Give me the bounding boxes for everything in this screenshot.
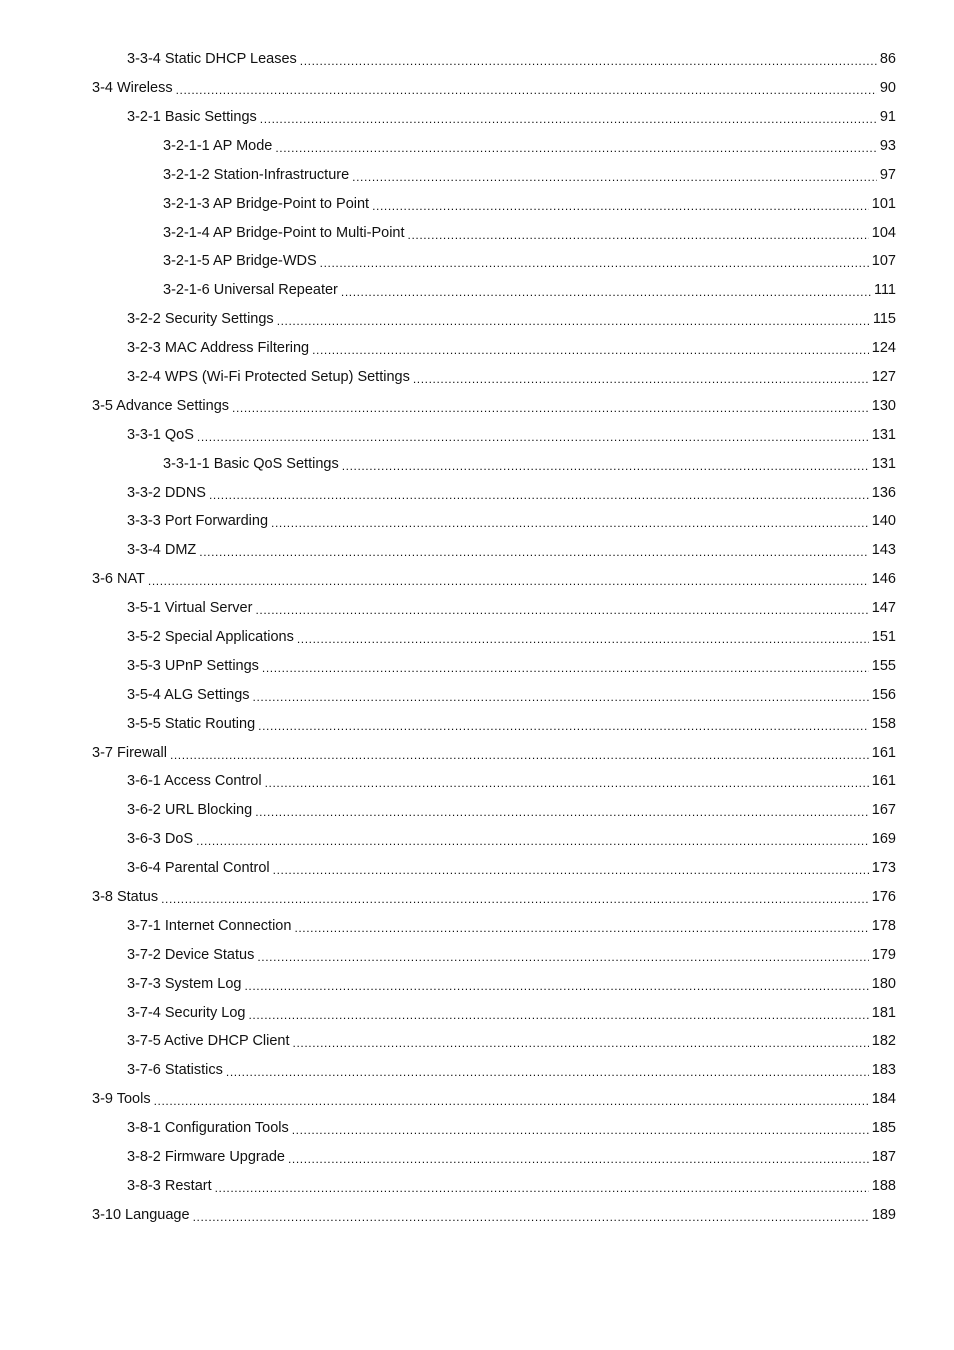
dot-leader bbox=[292, 1123, 869, 1138]
dot-leader bbox=[342, 459, 869, 474]
toc-entry-title: 3-7-3 System Log bbox=[127, 975, 242, 992]
dot-leader bbox=[170, 748, 869, 763]
dot-leader bbox=[297, 632, 869, 647]
dot-leader bbox=[277, 314, 870, 329]
toc-entry[interactable] bbox=[0, 652, 954, 681]
toc-entry-page-number: 167 bbox=[871, 802, 896, 819]
toc-entry-page-number: 130 bbox=[871, 397, 896, 414]
dot-leader bbox=[257, 950, 868, 965]
toc-entry[interactable] bbox=[0, 565, 954, 594]
toc-entry[interactable] bbox=[0, 998, 954, 1027]
toc-entry[interactable] bbox=[0, 1201, 954, 1230]
toc-entry-page-number: 101 bbox=[871, 195, 896, 212]
toc-entry-title: 3-2-1-2 Station-Infrastructure bbox=[163, 166, 350, 183]
toc-entry-title: 3-2-1-1 AP Mode bbox=[163, 137, 273, 154]
toc-entry-page-number: 86 bbox=[879, 51, 896, 68]
dot-leader bbox=[148, 574, 869, 589]
toc-entry-title: 3-6-3 DoS bbox=[127, 831, 194, 848]
toc-entry[interactable] bbox=[0, 1114, 954, 1143]
toc-entry[interactable] bbox=[0, 1172, 954, 1201]
toc-entry-page-number: 155 bbox=[871, 657, 896, 674]
toc-entry-page-number: 111 bbox=[873, 282, 896, 299]
toc-entry-page-number: 143 bbox=[871, 542, 896, 559]
toc-entry-title: 3-2-4 WPS (Wi-Fi Protected Setup) Settings bbox=[127, 368, 410, 385]
toc-entry-title: 3-2-3 MAC Address Filtering bbox=[127, 340, 310, 357]
toc-entry[interactable] bbox=[0, 334, 954, 363]
toc-entry-title: 3-3-4 DMZ bbox=[127, 542, 197, 559]
toc-entry-title: 3-3-2 DDNS bbox=[127, 484, 206, 501]
toc-entry-title: 3-2-1-3 AP Bridge-Point to Point bbox=[163, 195, 370, 212]
toc-entry[interactable] bbox=[0, 796, 954, 825]
toc-entry[interactable] bbox=[0, 218, 954, 247]
dot-leader bbox=[258, 719, 869, 734]
dot-leader bbox=[413, 372, 869, 387]
toc-entry-page-number: 97 bbox=[879, 166, 896, 183]
toc-entry[interactable] bbox=[0, 132, 954, 161]
toc-entry[interactable] bbox=[0, 825, 954, 854]
dot-leader bbox=[161, 892, 869, 907]
toc-entry-title: 3-5-4 ALG Settings bbox=[127, 686, 250, 703]
dot-leader bbox=[215, 1181, 869, 1196]
toc-entry-page-number: 107 bbox=[871, 253, 896, 270]
toc-entry[interactable] bbox=[0, 507, 954, 536]
toc-entry[interactable] bbox=[0, 1056, 954, 1085]
dot-leader bbox=[248, 1008, 868, 1023]
toc-entry-title: 3-4 Wireless bbox=[92, 80, 173, 97]
toc-entry-title: 3-2-1-4 AP Bridge-Point to Multi-Point bbox=[163, 224, 405, 241]
toc-entry-page-number: 176 bbox=[871, 889, 896, 906]
toc-entry-page-number: 124 bbox=[871, 340, 896, 357]
toc-entry[interactable] bbox=[0, 1085, 954, 1114]
toc-entry-page-number: 187 bbox=[871, 1149, 896, 1166]
toc-entry[interactable] bbox=[0, 1143, 954, 1172]
toc-entry-page-number: 158 bbox=[871, 715, 896, 732]
dot-leader bbox=[226, 1065, 869, 1080]
toc-entry[interactable] bbox=[0, 738, 954, 767]
dot-leader bbox=[320, 256, 869, 271]
toc-entry-title: 3-7 Firewall bbox=[92, 744, 167, 761]
dot-leader bbox=[300, 54, 877, 69]
dot-leader bbox=[196, 834, 869, 849]
dot-leader bbox=[275, 141, 877, 156]
toc-entry-title: 3-3-1-1 Basic QoS Settings bbox=[163, 455, 339, 472]
dot-leader bbox=[408, 228, 869, 243]
toc-entry[interactable] bbox=[0, 45, 954, 74]
dot-leader bbox=[341, 285, 871, 300]
toc-entry-title: 3-8-2 Firmware Upgrade bbox=[127, 1149, 285, 1166]
toc-entry-page-number: 182 bbox=[871, 1033, 896, 1050]
toc-entry[interactable] bbox=[0, 392, 954, 421]
toc-entry[interactable] bbox=[0, 1027, 954, 1056]
toc-entry-title: 3-7-5 Active DHCP Client bbox=[127, 1033, 290, 1050]
dot-leader bbox=[209, 488, 869, 503]
toc-entry-title: 3-10 Language bbox=[92, 1206, 190, 1223]
toc-entry-title: 3-2-1 Basic Settings bbox=[127, 108, 257, 125]
toc-entry[interactable] bbox=[0, 883, 954, 912]
toc-entry-title: 3-8-3 Restart bbox=[127, 1177, 212, 1194]
toc-entry-title: 3-2-1-6 Universal Repeater bbox=[163, 282, 338, 299]
toc-entry-page-number: 151 bbox=[871, 629, 896, 645]
toc-entry-title: 3-8 Status bbox=[92, 889, 159, 906]
dot-leader bbox=[352, 170, 877, 185]
toc-entry-title: 3-5-1 Virtual Server bbox=[127, 600, 253, 617]
dot-leader bbox=[193, 1210, 869, 1225]
toc-entry-title: 3-2-2 Security Settings bbox=[127, 311, 274, 328]
toc-entry-title: 3-6-4 Parental Control bbox=[127, 860, 270, 877]
toc-entry[interactable] bbox=[0, 247, 954, 276]
dot-leader bbox=[293, 1036, 869, 1051]
toc-entry-page-number: 179 bbox=[871, 946, 896, 963]
toc-entry[interactable] bbox=[0, 854, 954, 883]
toc-entry-page-number: 169 bbox=[871, 831, 896, 848]
toc-entry[interactable] bbox=[0, 594, 954, 623]
toc-entry-page-number: 104 bbox=[871, 224, 896, 241]
dot-leader bbox=[262, 661, 869, 676]
toc-entry-page-number: 189 bbox=[871, 1206, 896, 1223]
toc-entry[interactable] bbox=[0, 623, 954, 652]
toc-entry-page-number: 161 bbox=[871, 744, 896, 761]
toc-entry-title: 3-3-4 Static DHCP Leases bbox=[127, 51, 297, 68]
toc-entry[interactable] bbox=[0, 161, 954, 190]
toc-entry-page-number: 180 bbox=[871, 975, 896, 992]
toc-entry[interactable] bbox=[0, 912, 954, 941]
toc-entry-page-number: 115 bbox=[872, 311, 896, 328]
toc-entry[interactable] bbox=[0, 189, 954, 218]
dot-leader bbox=[294, 921, 868, 936]
toc-entry-page-number: 184 bbox=[871, 1091, 896, 1108]
dot-leader bbox=[271, 516, 869, 531]
toc-entry-title: 3-6-1 Access Control bbox=[127, 773, 262, 790]
toc-entry-page-number: 173 bbox=[871, 860, 896, 877]
dot-leader bbox=[288, 1152, 869, 1167]
toc-entry-page-number: 183 bbox=[871, 1062, 896, 1079]
toc-entry[interactable] bbox=[0, 681, 954, 710]
toc-entry[interactable] bbox=[0, 276, 954, 305]
toc-entry-title: 3-7-2 Device Status bbox=[127, 946, 255, 963]
toc-entry[interactable] bbox=[0, 74, 954, 103]
toc-entry[interactable] bbox=[0, 103, 954, 132]
toc-entry-page-number: 140 bbox=[871, 513, 896, 530]
table-of-contents bbox=[0, 45, 954, 1230]
dot-leader bbox=[255, 603, 868, 618]
toc-entry[interactable] bbox=[0, 970, 954, 999]
toc-entry-title: 3-2-1-5 AP Bridge-WDS bbox=[163, 253, 317, 270]
dot-leader bbox=[232, 401, 869, 416]
toc-entry-page-number: 178 bbox=[871, 917, 896, 934]
toc-entry-page-number: 93 bbox=[879, 137, 896, 154]
toc-entry-page-number: 161 bbox=[871, 773, 896, 790]
dot-leader bbox=[265, 776, 869, 791]
toc-entry[interactable] bbox=[0, 767, 954, 796]
toc-entry-title: 3-3-1 QoS bbox=[127, 426, 194, 443]
toc-entry-page-number: 127 bbox=[871, 368, 896, 385]
toc-entry[interactable] bbox=[0, 449, 954, 478]
toc-entry-page-number: 136 bbox=[871, 484, 896, 501]
toc-entry-page-number: 147 bbox=[871, 600, 896, 617]
toc-entry-page-number: 185 bbox=[871, 1120, 896, 1137]
toc-entry-page-number: 90 bbox=[879, 80, 896, 97]
toc-entry-page-number: 91 bbox=[879, 108, 896, 125]
toc-entry-page-number: 131 bbox=[871, 426, 896, 443]
toc-entry[interactable] bbox=[0, 305, 954, 334]
toc-entry-page-number: 156 bbox=[871, 686, 896, 703]
dot-leader bbox=[176, 83, 877, 98]
toc-entry-title: 3-9 Tools bbox=[92, 1091, 151, 1108]
toc-entry-title: 3-7-4 Security Log bbox=[127, 1004, 246, 1021]
dot-leader bbox=[253, 690, 869, 705]
toc-entry[interactable] bbox=[0, 421, 954, 450]
toc-entry[interactable] bbox=[0, 478, 954, 507]
dot-leader bbox=[372, 199, 869, 214]
dot-leader bbox=[154, 1094, 869, 1109]
dot-leader bbox=[273, 863, 869, 878]
toc-entry-title: 3-5-3 UPnP Settings bbox=[127, 657, 259, 674]
toc-entry-title: 3-6 NAT bbox=[92, 571, 145, 588]
toc-entry-title: 3-5-5 Static Routing bbox=[127, 715, 256, 732]
toc-entry-page-number: 146 bbox=[871, 571, 896, 588]
dot-leader bbox=[312, 343, 869, 358]
toc-entry-title: 3-7-6 Statistics bbox=[127, 1062, 223, 1079]
toc-entry-page-number: 181 bbox=[871, 1004, 896, 1021]
dot-leader bbox=[197, 430, 869, 445]
toc-entry-title: 3-5 Advance Settings bbox=[92, 397, 230, 414]
toc-entry[interactable] bbox=[0, 709, 954, 738]
toc-entry-page-number: 188 bbox=[871, 1177, 896, 1194]
toc-entry-title: 3-6-2 URL Blocking bbox=[127, 802, 253, 819]
toc-entry[interactable] bbox=[0, 363, 954, 392]
dot-leader bbox=[255, 805, 869, 820]
toc-entry[interactable] bbox=[0, 536, 954, 565]
dot-leader bbox=[244, 979, 868, 994]
toc-entry[interactable] bbox=[0, 941, 954, 970]
toc-entry-title: 3-5-2 Special Applications bbox=[127, 629, 294, 645]
toc-entry-title: 3-7-1 Internet Connection bbox=[127, 917, 292, 934]
toc-entry-title: 3-8-1 Configuration Tools bbox=[127, 1120, 289, 1137]
dot-leader bbox=[260, 112, 877, 127]
toc-entry-title: 3-3-3 Port Forwarding bbox=[127, 513, 269, 530]
toc-entry-page-number: 131 bbox=[871, 455, 896, 472]
dot-leader bbox=[199, 545, 869, 560]
